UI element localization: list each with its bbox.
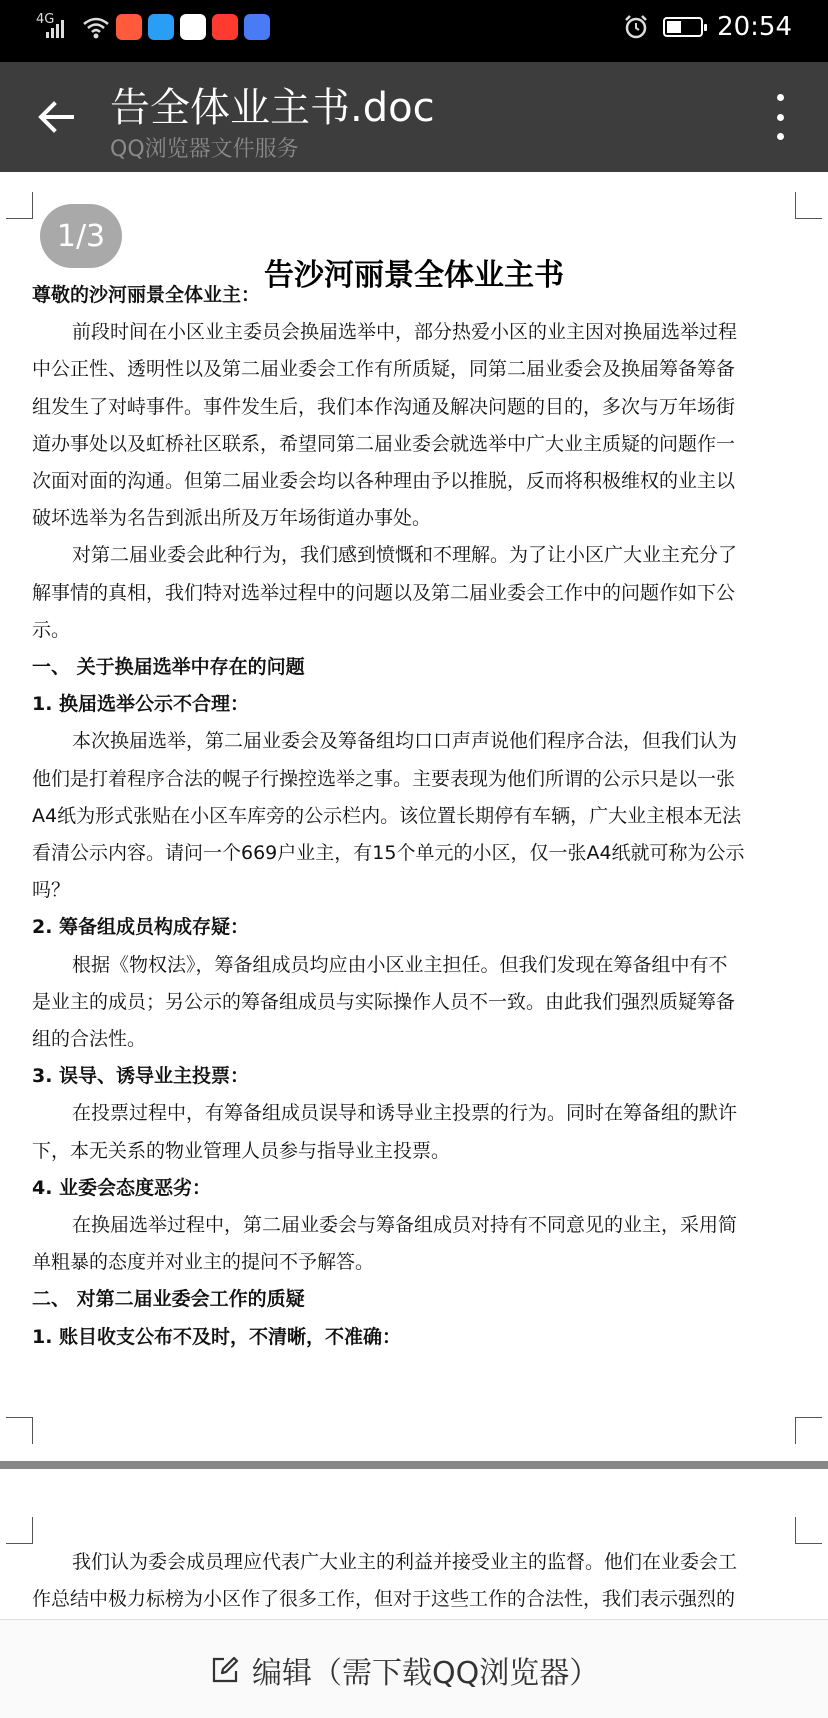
body-line: 下，本无关系的物业管理人员参与指导业主投票。	[32, 1139, 451, 1162]
file-title: 告全体业主书.doc	[110, 85, 435, 131]
body-line: 单粗暴的态度并对业主的提问不予解答。	[32, 1251, 375, 1274]
body-line: 解事情的真相，我们特对选举过程中的问题以及第二届业委会工作中的问题作如下公	[32, 581, 736, 604]
body-line: 根据《物权法》，筹备组成员均应由小区业主担任。但我们发现在筹备组中有不	[72, 953, 728, 976]
app-toolbar	[0, 62, 828, 172]
status-bar	[0, 0, 828, 62]
page-separator	[0, 1461, 828, 1469]
crop-mark	[6, 192, 33, 219]
body-line: 破坏选举为名告到派出所及万年场街道办事处。	[32, 507, 432, 530]
section-heading: 3. 误导、诱导业主投票：	[32, 1065, 250, 1088]
alarm-icon	[623, 14, 649, 40]
status-time: 20:54	[717, 12, 792, 42]
body-line: 在投票过程中，有筹备组成员误导和诱导业主投票的行为。同时在筹备组的默许	[72, 1102, 738, 1125]
more-menu-icon[interactable]	[770, 94, 790, 140]
page-number-badge: 1/3	[40, 204, 122, 268]
browser-app-icon	[148, 14, 174, 40]
play-app-icon	[212, 14, 238, 40]
body-line: 对第二届业委会此种行为，我们感到愤慨和不理解。为了让小区广大业主充分了	[72, 544, 738, 567]
section-heading: 4. 业委会态度恶劣：	[32, 1176, 212, 1199]
body-line: 道办事处以及虹桥社区联系，希望同第二届业委会就选举中广大业主质疑的问题作一	[32, 432, 736, 455]
crop-mark	[795, 1417, 822, 1444]
body-line: 本次换届选举，第二届业委会及筹备组均口口声声说他们程序合法，但我们认为	[72, 730, 738, 753]
section-heading: 2. 筹备组成员构成存疑：	[32, 916, 250, 939]
crop-mark	[6, 1417, 33, 1444]
cellular-signal-icon	[36, 14, 76, 40]
section-heading: 1. 换届选举公示不合理：	[32, 693, 250, 716]
crop-mark	[795, 192, 822, 219]
section-heading: 1. 账目收支公布不及时，不清晰，不准确：	[32, 1325, 402, 1348]
network-type-label: 4G	[36, 12, 55, 27]
document-title: 告沙河丽景全体业主书	[264, 258, 564, 293]
document-page-2	[0, 1469, 828, 1619]
video-app-icon	[180, 14, 206, 40]
sogou-app-icon	[116, 14, 142, 40]
wifi-icon	[82, 14, 110, 40]
section-heading: 尊敬的沙河丽景全体业主：	[32, 284, 261, 306]
body-line: 是业主的成员；另公示的筹备组成员与实际操作人员不一致。由此我们强烈质疑筹备	[32, 990, 736, 1013]
file-subtitle: QQ浏览器文件服务	[110, 137, 299, 162]
section-heading: 一、 关于换届选举中存在的问题	[32, 656, 305, 678]
body-line: 次面对面的沟通。但第二届业委会均以各种理由予以推脱，反而将积极维权的业主以	[32, 470, 736, 492]
body-line: 作总结中极力标榜为小区作了很多工作，但对于这些工作的合法性，我们表示强烈的	[32, 1588, 736, 1610]
crop-mark	[6, 1517, 33, 1544]
body-line: 在换届选举过程中，第二届业委会与筹备组成员对持有不同意见的业主，采用简	[72, 1214, 738, 1236]
edit-icon	[210, 1655, 240, 1685]
section-heading: 二、 对第二届业委会工作的质疑	[32, 1288, 305, 1311]
document-page-1	[0, 172, 828, 1461]
back-arrow-icon[interactable]	[34, 95, 78, 139]
body-line: 看清公示内容。请问一个669户业主，有15个单元的小区，仅一张A4纸就可称为公示	[32, 842, 745, 864]
edit-button-label: 编辑（需下载QQ浏览器）	[252, 1656, 600, 1691]
body-line: 他们是打着程序合法的幌子行操控选举之事。主要表现为他们所谓的公示只是以一张	[32, 767, 736, 790]
edit-button[interactable]	[210, 1648, 599, 1692]
body-line: 我们认为委会成员理应代表广大业主的利益并接受业主的监督。他们在业委会工	[72, 1551, 738, 1573]
body-line: 组的合法性。	[32, 1028, 147, 1050]
body-line: 组发生了对峙事件。事件发生后，我们本作沟通及解决问题的目的，多次与万年场街	[32, 395, 736, 418]
battery-icon	[663, 17, 703, 37]
body-line: 吗？	[32, 879, 71, 902]
music-app-icon	[244, 14, 270, 40]
body-line: 示。	[32, 618, 71, 641]
body-line: 前段时间在小区业主委员会换届选举中，部分热爱小区的业主因对换届选举过程	[72, 321, 738, 344]
crop-mark	[795, 1517, 822, 1544]
body-line: A4纸为形式张贴在小区车库旁的公示栏内。该位置长期停有车辆，广大业主根本无法	[32, 804, 742, 827]
body-line: 中公正性、透明性以及第二届业委会工作有所质疑，同第二届业委会及换届筹备筹备	[32, 358, 736, 381]
bottom-action-bar	[0, 1619, 828, 1718]
